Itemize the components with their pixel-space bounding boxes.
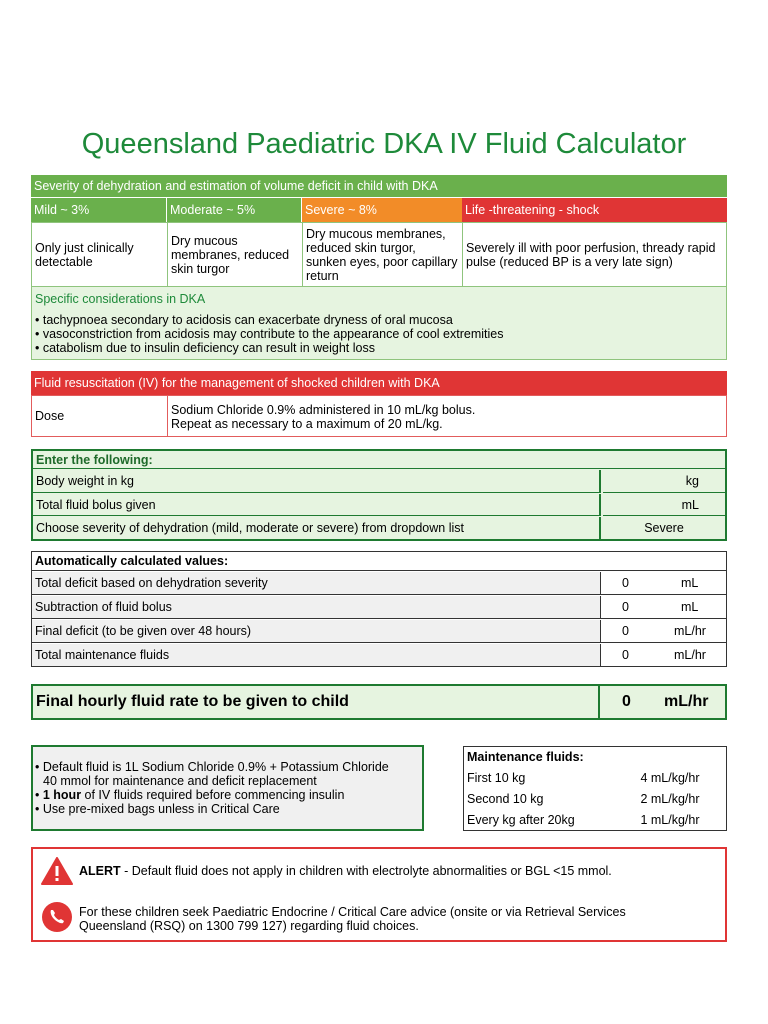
maintenance-row-label: Every kg after 20kg bbox=[467, 812, 575, 827]
resus-header: Fluid resuscitation (IV) for the management of shocked children with DKA bbox=[31, 371, 727, 395]
auto-maintenance-label: Total maintenance fluids bbox=[32, 644, 601, 666]
resus-dose-text bbox=[167, 395, 727, 437]
considerations-list bbox=[35, 313, 504, 355]
considerations-panel bbox=[31, 286, 727, 360]
weight-input[interactable] bbox=[603, 470, 725, 493]
final-rate-value bbox=[602, 686, 725, 718]
enter-severity-label: Choose severity of dehydration (mild, moderate or severe) from dropdown list bbox=[33, 517, 601, 539]
alert-advice bbox=[79, 905, 626, 933]
considerations-title: Specific considerations in DKA bbox=[35, 292, 206, 306]
auto-header: Automatically calculated values: bbox=[32, 552, 726, 571]
resus-dose-line2: Repeat as necessary to a maximum of 20 mL/kg. bbox=[171, 417, 443, 431]
auto-deficit-label: Total deficit based on dehydration severity bbox=[32, 572, 601, 595]
consideration-item: • vasoconstriction from acidosis may contribute to the appearance of cool extremities bbox=[35, 327, 504, 341]
warning-icon bbox=[41, 857, 73, 885]
auto-final-deficit-unit: mL/hr bbox=[674, 624, 706, 638]
auto-deficit-number: 0 bbox=[622, 576, 629, 590]
severity-dropdown[interactable]: Severe bbox=[644, 521, 684, 535]
notes-line3-rest: of IV fluids required before commencing insulin bbox=[81, 788, 345, 802]
auto-subtraction-unit: mL bbox=[681, 600, 699, 614]
page-title: Queensland Paediatric DKA IV Fluid Calculator bbox=[81, 128, 687, 160]
severity-moderate-desc: Dry mucous membranes, reduced skin turgor bbox=[167, 222, 303, 287]
alert-message: - Default fluid does not apply in children with electrolyte abnormalities or BGL <15 mmol. bbox=[120, 864, 612, 878]
auto-subtraction-number: 0 bbox=[622, 600, 629, 614]
notes-line3-bullet: • bbox=[35, 788, 43, 802]
maintenance-header: Maintenance fluids: bbox=[467, 750, 584, 764]
consideration-item: • tachypnoea secondary to acidosis can exacerbate dryness of oral mucosa bbox=[35, 313, 453, 327]
phone-icon bbox=[41, 901, 73, 933]
auto-final-deficit-label: Final deficit (to be given over 48 hours) bbox=[32, 620, 601, 643]
weight-unit: kg bbox=[685, 474, 699, 488]
consideration-item: • catabolism due to insulin deficiency can result in weight loss bbox=[35, 341, 375, 355]
auto-maintenance-unit: mL/hr bbox=[674, 648, 706, 662]
severity-moderate-label: Moderate ~ 5% bbox=[167, 198, 302, 222]
alert-advice-line2: Queensland (RSQ) on 1300 799 127) regarding fluid choices. bbox=[79, 919, 419, 933]
final-rate-number: 0 bbox=[622, 693, 631, 710]
maintenance-row-label: First 10 kg bbox=[467, 770, 526, 785]
severity-header: Severity of dehydration and estimation of volume deficit in child with DKA bbox=[31, 175, 727, 197]
auto-deficit-value bbox=[601, 572, 726, 595]
bolus-unit: mL bbox=[681, 497, 699, 512]
notes-line2: 40 mmol for maintenance and deficit replacement bbox=[43, 774, 317, 788]
alert-text bbox=[79, 864, 612, 878]
notes-panel bbox=[31, 745, 424, 831]
maintenance-row-value: 2 mL/kg/hr bbox=[640, 791, 700, 806]
enter-bolus-label: Total fluid bolus given bbox=[33, 494, 601, 516]
enter-header: Enter the following: bbox=[33, 451, 725, 469]
auto-final-deficit-number: 0 bbox=[622, 624, 629, 638]
maintenance-row-label: Second 10 kg bbox=[467, 791, 544, 806]
maintenance-row-value: 4 mL/kg/hr bbox=[640, 770, 700, 785]
auto-subtraction-value bbox=[601, 596, 726, 619]
notes-line3 bbox=[35, 788, 389, 802]
alert-panel bbox=[31, 847, 727, 942]
bolus-input[interactable] bbox=[603, 494, 725, 516]
maintenance-row-value: 1 mL/kg/hr bbox=[640, 812, 700, 827]
severity-mild-label: Mild ~ 3% bbox=[31, 198, 167, 222]
severity-mild-desc: Only just clinically detectable bbox=[31, 222, 168, 287]
auto-maintenance-value bbox=[601, 644, 726, 666]
severity-severe-desc: Dry mucous membranes, reduced skin turgor, sunken eyes, poor capillary return bbox=[302, 222, 463, 287]
severity-shock-label: Life -threatening - shock bbox=[462, 198, 727, 222]
notes-line3-bold: 1 hour bbox=[42, 788, 82, 802]
resus-dose-line1: Sodium Chloride 0.9% administered in 10 mL/kg bolus. bbox=[171, 403, 476, 417]
auto-final-deficit-value bbox=[601, 620, 726, 643]
final-rate-label: Final hourly fluid rate to be given to child bbox=[33, 686, 600, 718]
auto-maintenance-number: 0 bbox=[622, 648, 629, 662]
auto-deficit-unit: mL bbox=[681, 576, 699, 590]
resus-dose-label: Dose bbox=[31, 395, 168, 437]
notes-line4: • Use pre-mixed bags unless in Critical Care bbox=[35, 802, 280, 816]
severity-severe-label: Severe ~ 8% bbox=[302, 198, 462, 222]
alert-advice-line1: For these children seek Paediatric Endocrine / Critical Care advice (onsite or via Retrieval Services bbox=[79, 905, 626, 919]
enter-weight-label: Body weight in kg bbox=[33, 470, 601, 493]
final-rate-unit: mL/hr bbox=[664, 693, 709, 710]
alert-bold: ALERT bbox=[79, 864, 121, 878]
severity-shock-desc: Severely ill with poor perfusion, thready rapid pulse (reduced BP is a very late sign) bbox=[462, 222, 727, 287]
auto-subtraction-label: Subtraction of fluid bolus bbox=[32, 596, 601, 619]
notes-text bbox=[35, 760, 389, 816]
notes-line1: • Default fluid is 1L Sodium Chloride 0.9% + Potassium Chloride bbox=[35, 760, 389, 774]
